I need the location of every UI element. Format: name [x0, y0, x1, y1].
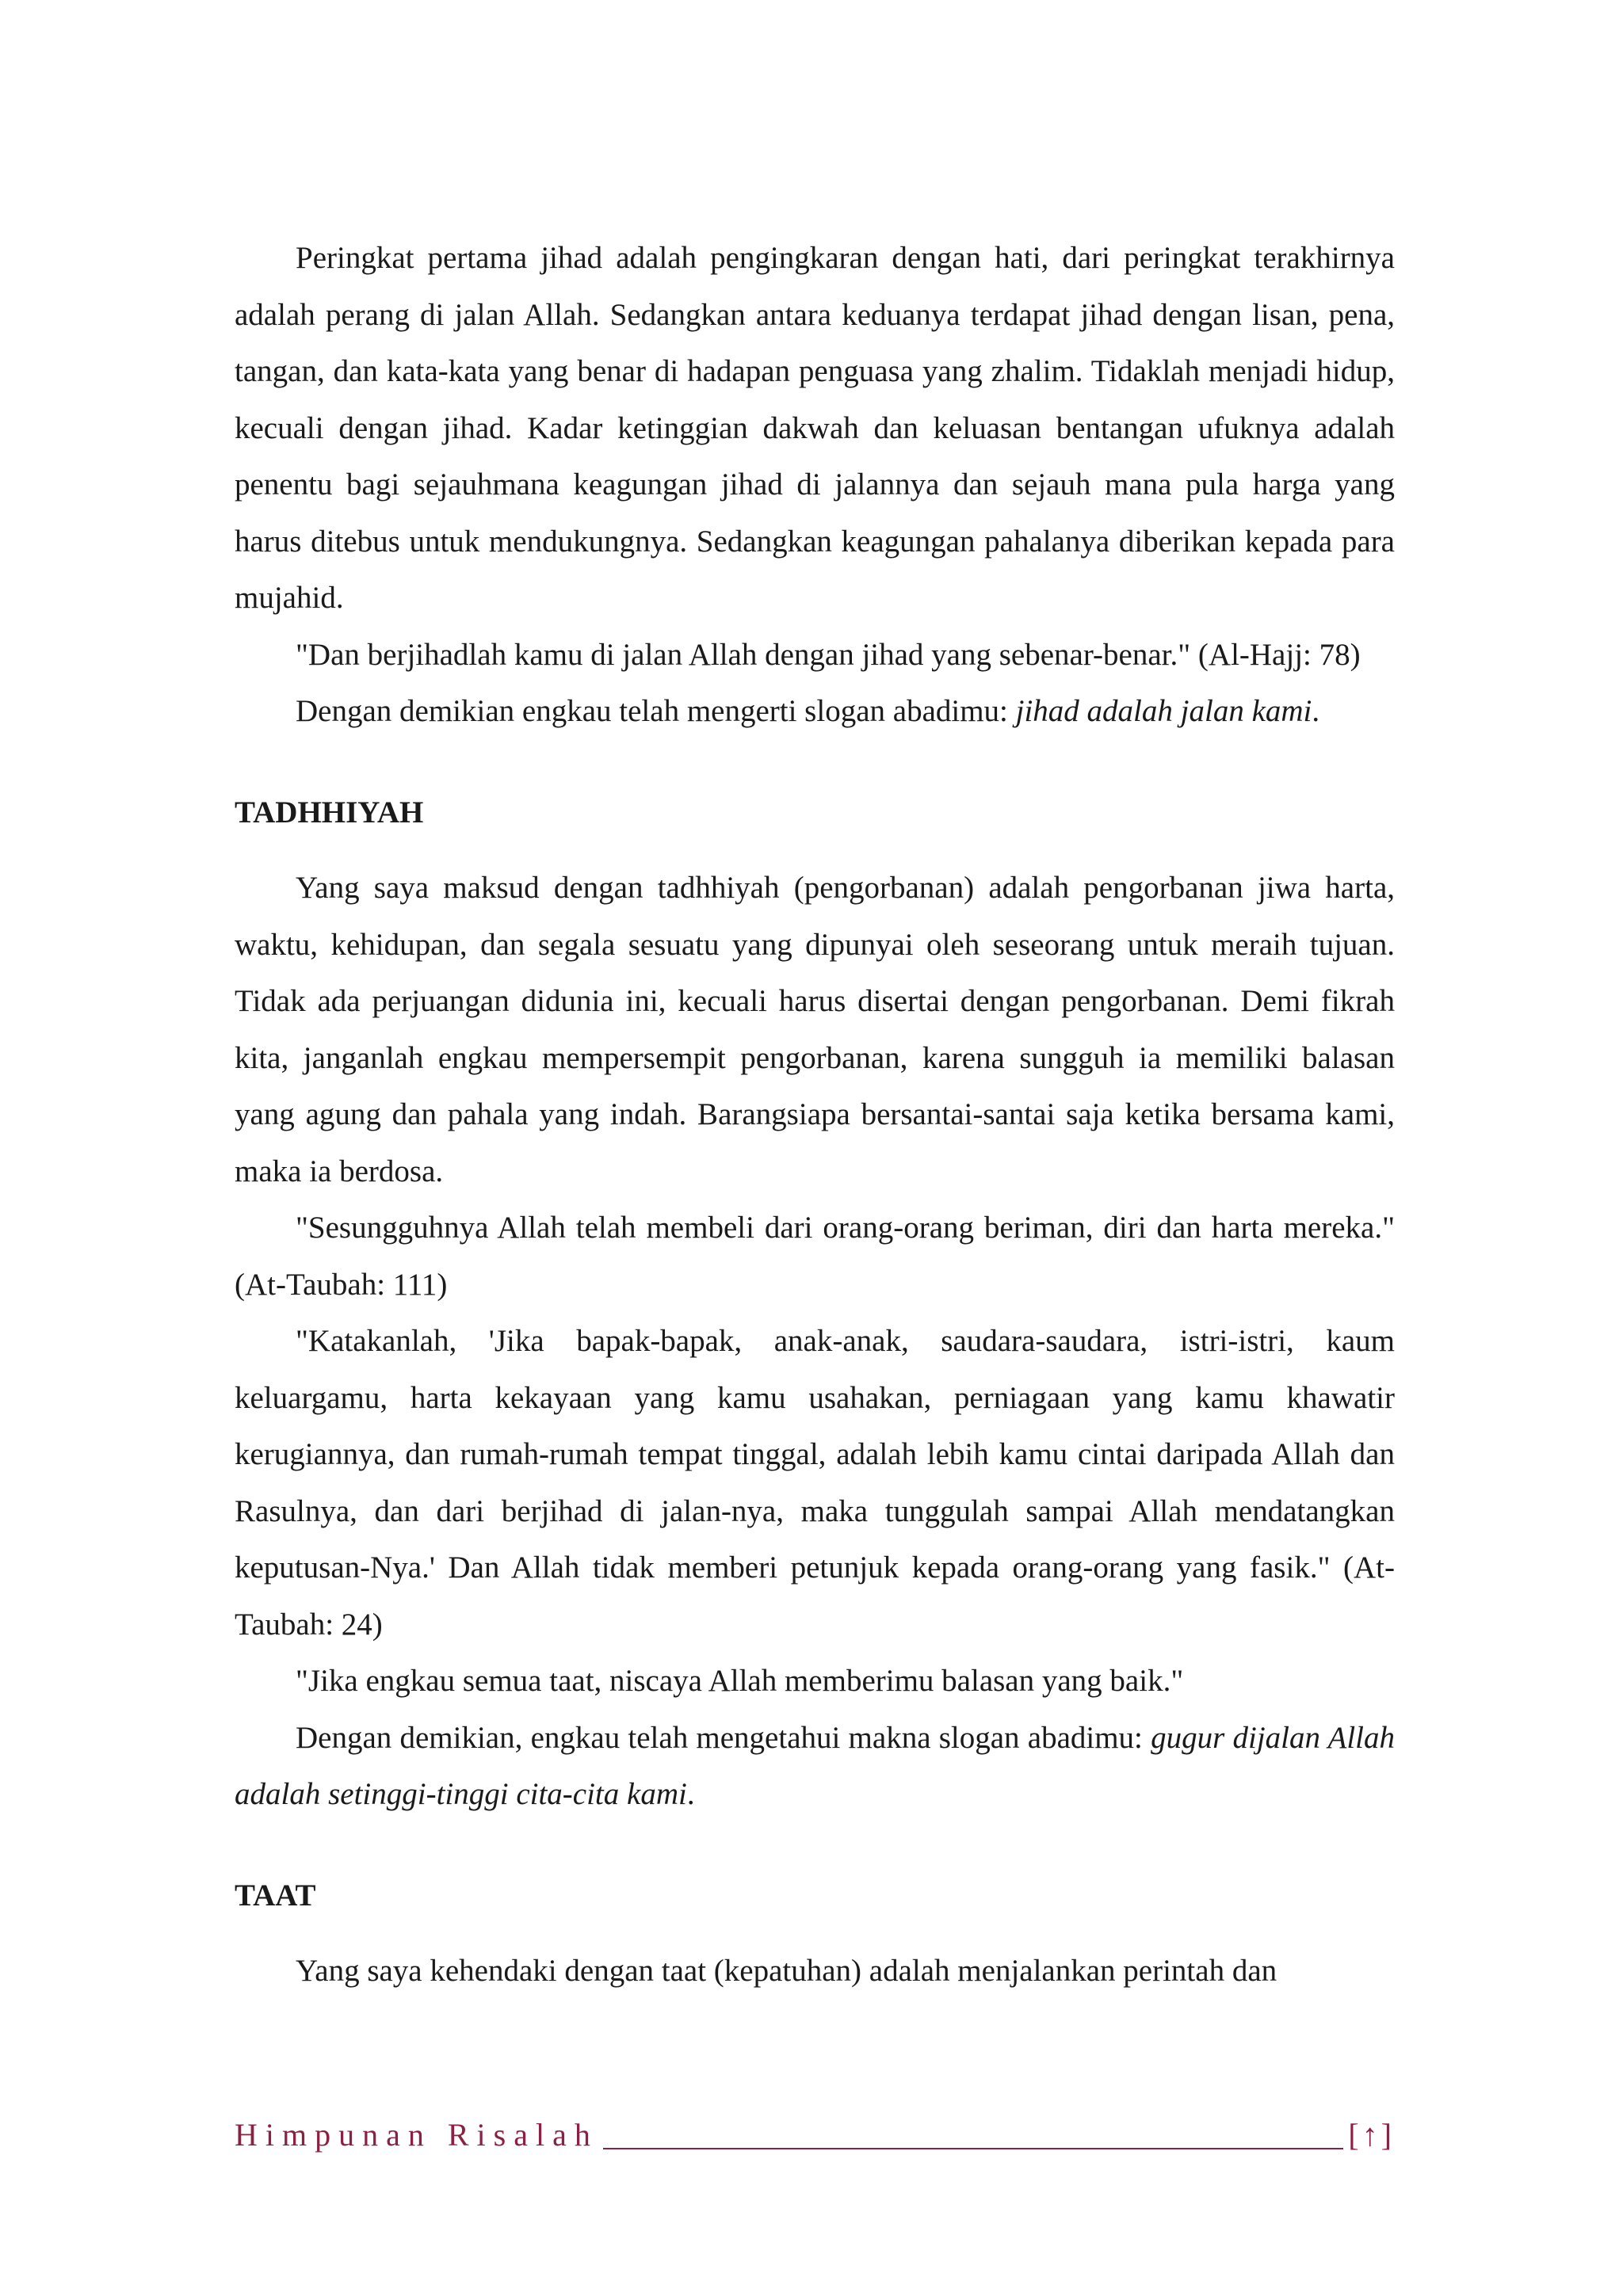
footer-title: Himpunan Risalah	[235, 2117, 598, 2153]
heading-tadhhiyah: TADHHIYAH	[235, 795, 424, 830]
slogan-italic-text: gugur dijalan Allah adalah setinggi-tinggi cita-cita kami	[235, 1720, 1395, 1811]
slogan-italic-text: jihad adalah jalan kami	[1015, 694, 1312, 728]
paragraph-tadhhiyah-slogan	[235, 1710, 1395, 1823]
back-to-top-link[interactable]: [↑]	[1348, 2117, 1395, 2153]
slogan-lead-text: Dengan demikian, engkau telah mengetahui makna slogan abadimu:	[296, 1720, 1151, 1755]
quote-al-hajj: "Dan berjihadlah kamu di jalan Allah dengan jihad yang sebenar-benar." (Al-Hajj: 78)	[296, 637, 1361, 672]
slogan-end-text: .	[1312, 694, 1320, 728]
page-footer	[235, 2103, 1395, 2151]
paragraph-tadhhiyah-definition: Yang saya maksud dengan tadhhiyah (pengorbanan) adalah pengorbanan jiwa harta, waktu, kehidupan, dan segala sesuatu yang dipunyai oleh seseorang untuk meraih tujuan. Tidak ada perjuangan didunia ini, kecuali harus disertai dengan pengorbanan. Demi fikrah kita, janganlah engkau mempersempit pengorbanan, karena sungguh ia memiliki balasan yang agung dan pahala yang indah. Barangsiapa bersantai-santai saja ketika bersama kami, maka ia berdosa.	[235, 871, 1395, 1188]
page-body	[235, 230, 1395, 2000]
heading-taat: TAAT	[235, 1878, 316, 1913]
quote-at-taubah-111: "Sesungguhnya Allah telah membeli dari orang-orang beriman, diri dan harta mereka." (At-Taubah: 111)	[235, 1211, 1395, 1302]
slogan-end-text: .	[686, 1777, 695, 1811]
paragraph-taat-definition: Yang saya kehendaki dengan taat (kepatuhan) adalah menjalankan perintah dan	[296, 1954, 1277, 1988]
slogan-lead-text: Dengan demikian engkau telah mengerti slogan abadimu:	[296, 694, 1016, 728]
footer-rule	[603, 2147, 1344, 2149]
quote-obedience-reward: "Jika engkau semua taat, niscaya Allah memberimu balasan yang baik."	[296, 1664, 1184, 1698]
paragraph-jihad-stages: Peringkat pertama jihad adalah pengingkaran dengan hati, dari peringkat terakhirnya adalah perang di jalan Allah. Sedangkan antara keduanya terdapat jihad dengan lisan, pena, tangan, dan kata-kata yang benar di hadapan penguasa yang zhalim. Tidaklah menjadi hidup, kecuali dengan jihad. Kadar ketinggian dakwah dan keluasan bentangan ufuknya adalah penentu bagi sejauhmana keagungan jihad di jalannya dan sejauh mana pula harga yang harus ditebus untuk mendukungnya. Sedangkan keagungan pahalanya diberikan kepada para mujahid.	[235, 241, 1395, 615]
paragraph-jihad-slogan	[235, 683, 1395, 740]
quote-at-taubah-24: "Katakanlah, 'Jika bapak-bapak, anak-anak, saudara-saudara, istri-istri, kaum keluargamu, harta kekayaan yang kamu usahakan, perniagaan yang kamu khawatir kerugiannya, dan rumah-rumah tempat tinggal, adalah lebih kamu cintai daripada Allah dan Rasulnya, dan dari berjihad di jalan-nya, maka tunggulah sampai Allah mendatangkan keputusan-Nya.' Dan Allah tidak memberi petunjuk kepada orang-orang yang fasik." (At-Taubah: 24)	[235, 1324, 1395, 1642]
